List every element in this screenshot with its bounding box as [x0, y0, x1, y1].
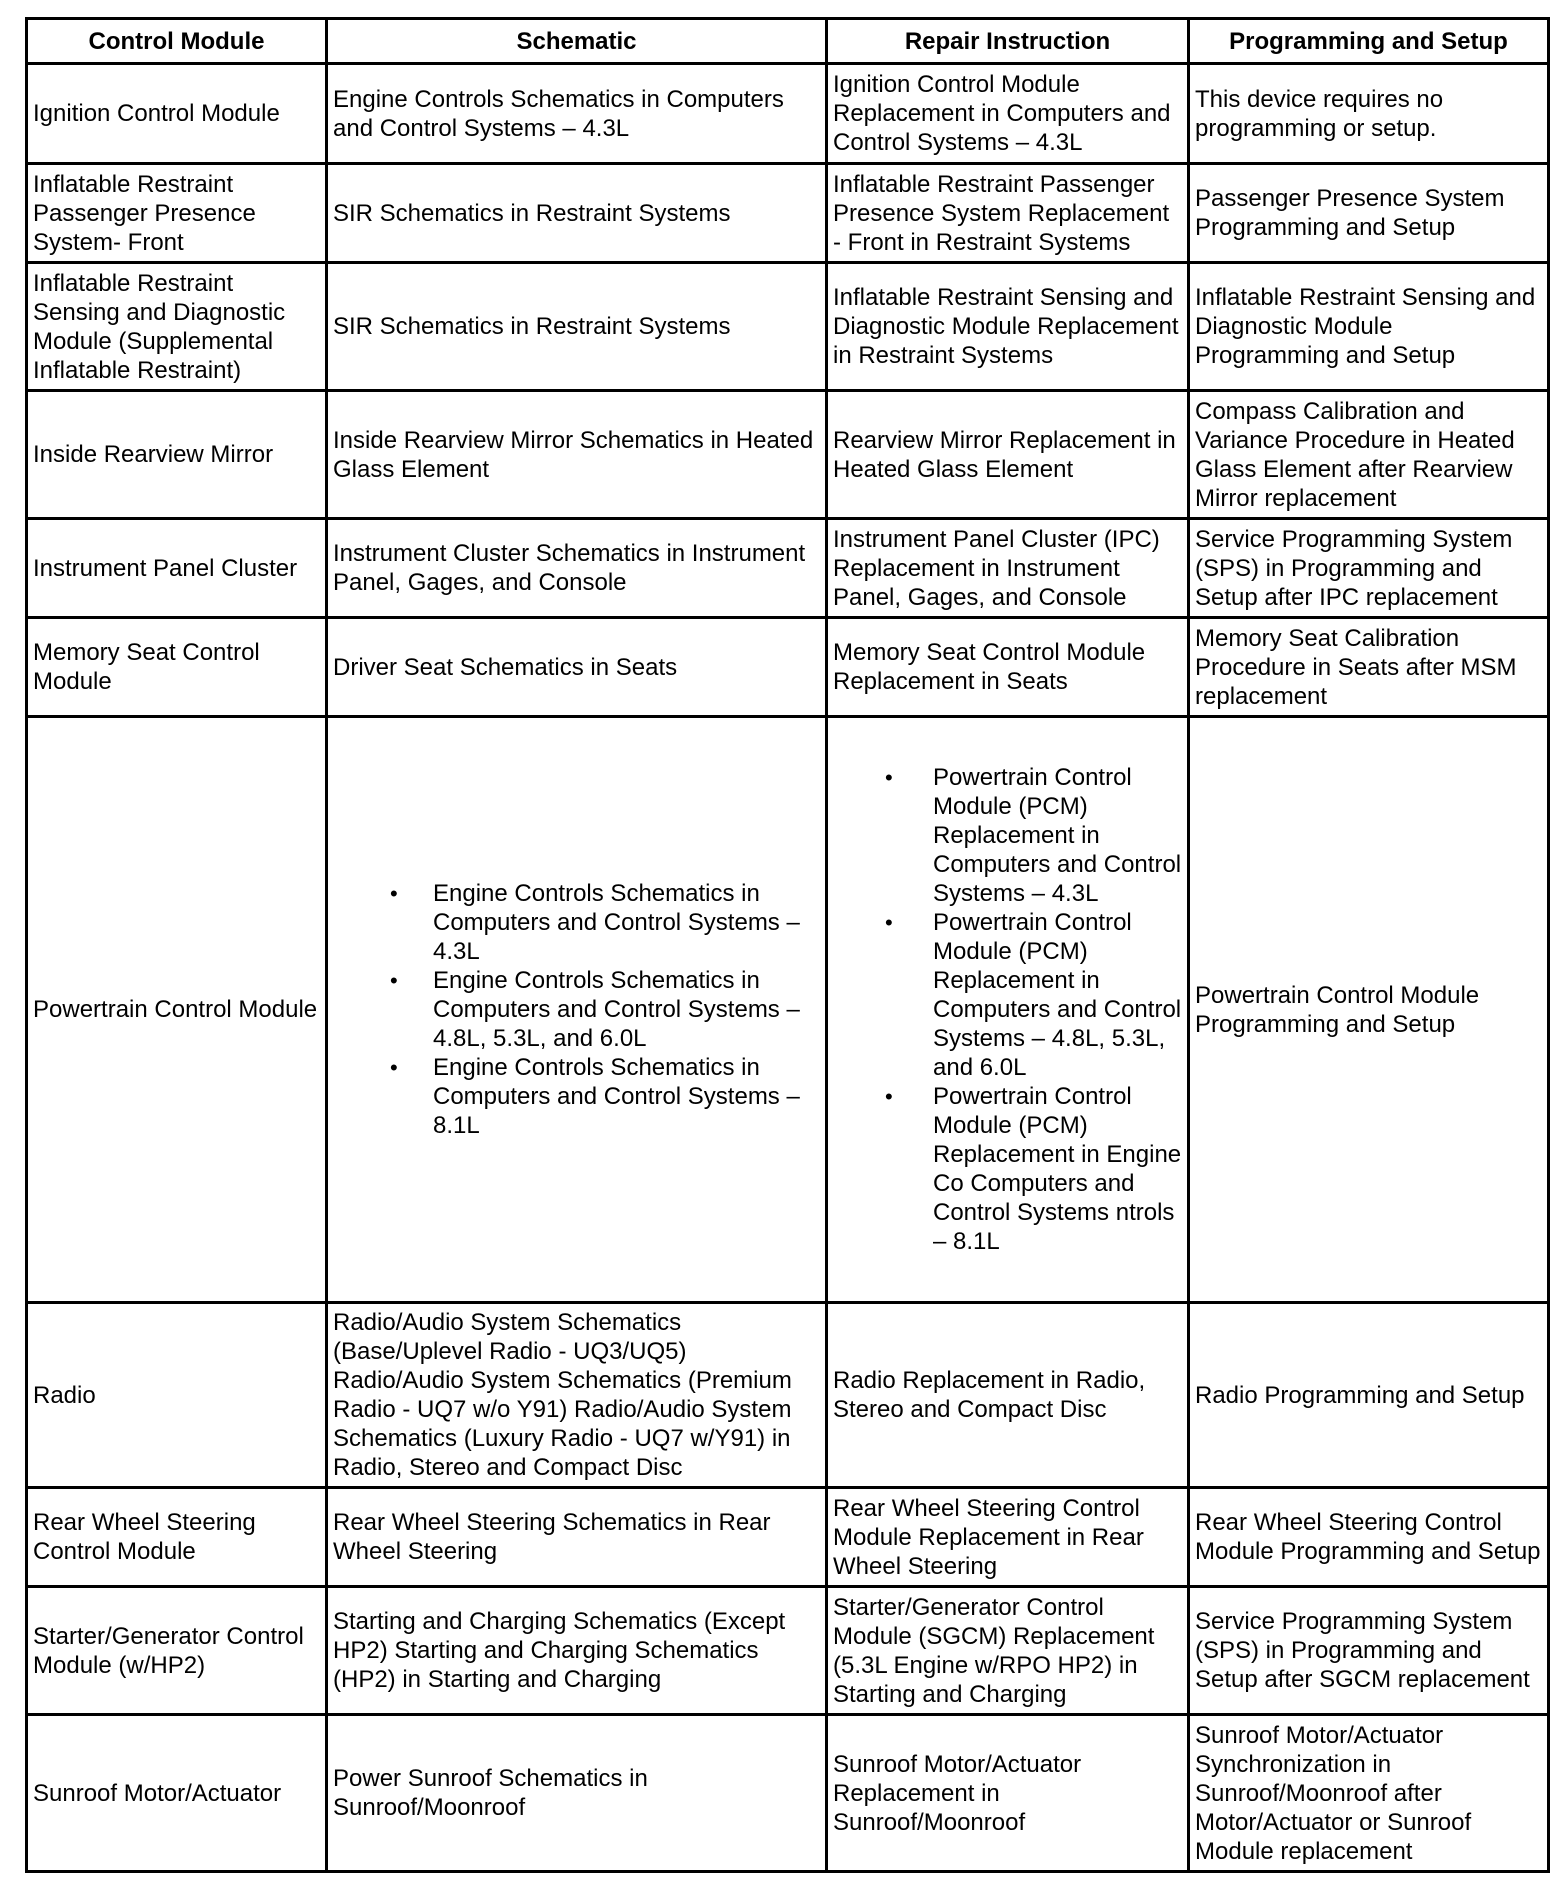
module-cell: Sunroof Motor/Actuator	[27, 1715, 327, 1872]
bullet-icon: •	[885, 1084, 893, 1109]
module-cell: Inflatable Restraint Passenger Presence System- Front	[27, 164, 327, 263]
header-repair-instruction: Repair Instruction	[827, 19, 1189, 64]
schematic-cell	[327, 717, 827, 1303]
schematic-cell: Power Sunroof Schematics in Sunroof/Moonroof	[327, 1715, 827, 1872]
programming-cell: Radio Programming and Setup	[1189, 1303, 1549, 1488]
list-item	[833, 1082, 1182, 1256]
programming-cell: This device requires no programming or setup.	[1189, 64, 1549, 164]
repair-cell: Ignition Control Module Replacement in Computers and Control Systems – 4.3L	[827, 64, 1189, 164]
table-row	[27, 1303, 1549, 1488]
schematic-cell: SIR Schematics in Restraint Systems	[327, 164, 827, 263]
programming-cell: Inflatable Restraint Sensing and Diagnostic Module Programming and Setup	[1189, 263, 1549, 391]
schematic-cell: Inside Rearview Mirror Schematics in Heated Glass Element	[327, 391, 827, 519]
list-item-text: Engine Controls Schematics in Computers and Control Systems – 4.8L, 5.3L, and 6.0L	[433, 967, 800, 1052]
repair-cell: Sunroof Motor/Actuator Replacement in Sunroof/Moonroof	[827, 1715, 1189, 1872]
table-row	[27, 164, 1549, 263]
bullet-icon: •	[885, 765, 893, 790]
header-programming-and-setup: Programming and Setup	[1189, 19, 1549, 64]
module-cell: Instrument Panel Cluster	[27, 519, 327, 618]
schematic-cell: Radio/Audio System Schematics (Base/Uplevel Radio - UQ3/UQ5) Radio/Audio System Schematics (Premium Radio - UQ7 w/o Y91) Radio/Audio System Schematics (Luxury Radio - UQ7 w/Y91) in Radio, Stereo and Compact Disc	[327, 1303, 827, 1488]
programming-cell: Service Programming System (SPS) in Programming and Setup after IPC replacement	[1189, 519, 1549, 618]
module-cell: Inflatable Restraint Sensing and Diagnostic Module (Supplemental Inflatable Restraint)	[27, 263, 327, 391]
list-item-text: Powertrain Control Module (PCM) Replacement in Computers and Control Systems – 4.3L	[933, 764, 1182, 907]
list-item	[333, 879, 820, 966]
schematic-cell: Driver Seat Schematics in Seats	[327, 618, 827, 717]
programming-cell: Powertrain Control Module Programming and Setup	[1189, 717, 1549, 1303]
repair-list	[833, 763, 1182, 1256]
repair-cell	[827, 717, 1189, 1303]
programming-cell: Rear Wheel Steering Control Module Programming and Setup	[1189, 1488, 1549, 1587]
table-row	[27, 618, 1549, 717]
repair-cell: Rearview Mirror Replacement in Heated Glass Element	[827, 391, 1189, 519]
list-item-text: Powertrain Control Module (PCM) Replacement in Computers and Control Systems – 4.8L, 5.3L, and 6.0L	[933, 909, 1182, 1081]
module-cell: Ignition Control Module	[27, 64, 327, 164]
list-item-text: Powertrain Control Module (PCM) Replacement in Engine Co Computers and Control Systems ntrols – 8.1L	[933, 1083, 1182, 1255]
repair-cell: Starter/Generator Control Module (SGCM) Replacement (5.3L Engine w/RPO HP2) in Starting and Charging	[827, 1587, 1189, 1715]
schematic-cell: SIR Schematics in Restraint Systems	[327, 263, 827, 391]
list-item-text: Engine Controls Schematics in Computers and Control Systems – 4.3L	[433, 880, 800, 965]
bullet-icon: •	[885, 910, 893, 935]
programming-cell: Compass Calibration and Variance Procedure in Heated Glass Element after Rearview Mirror replacement	[1189, 391, 1549, 519]
table-row	[27, 1715, 1549, 1872]
header-row	[27, 19, 1549, 64]
module-cell: Starter/Generator Control Module (w/HP2)	[27, 1587, 327, 1715]
schematic-cell: Instrument Cluster Schematics in Instrument Panel, Gages, and Console	[327, 519, 827, 618]
schematic-cell: Engine Controls Schematics in Computers and Control Systems – 4.3L	[327, 64, 827, 164]
table-row	[27, 391, 1549, 519]
repair-cell: Radio Replacement in Radio, Stereo and Compact Disc	[827, 1303, 1189, 1488]
programming-cell: Passenger Presence System Programming and Setup	[1189, 164, 1549, 263]
bullet-icon: •	[390, 1055, 398, 1080]
table-row	[27, 1587, 1549, 1715]
repair-cell: Inflatable Restraint Passenger Presence System Replacement - Front in Restraint Systems	[827, 164, 1189, 263]
list-item-text: Engine Controls Schematics in Computers and Control Systems – 8.1L	[433, 1054, 800, 1139]
module-cell: Memory Seat Control Module	[27, 618, 327, 717]
list-item	[333, 1053, 820, 1140]
schematic-cell: Starting and Charging Schematics (Except HP2) Starting and Charging Schematics (HP2) in Starting and Charging	[327, 1587, 827, 1715]
table-row	[27, 717, 1549, 1303]
table-row	[27, 64, 1549, 164]
header-control-module: Control Module	[27, 19, 327, 64]
list-item	[833, 763, 1182, 908]
bullet-icon: •	[390, 881, 398, 906]
module-cell: Radio	[27, 1303, 327, 1488]
table-row	[27, 263, 1549, 391]
list-item	[333, 966, 820, 1053]
schematic-cell: Rear Wheel Steering Schematics in Rear Wheel Steering	[327, 1488, 827, 1587]
schematic-list	[333, 879, 820, 1140]
programming-cell: Service Programming System (SPS) in Programming and Setup after SGCM replacement	[1189, 1587, 1549, 1715]
programming-cell: Memory Seat Calibration Procedure in Seats after MSM replacement	[1189, 618, 1549, 717]
list-item	[833, 908, 1182, 1082]
repair-cell: Inflatable Restraint Sensing and Diagnostic Module Replacement in Restraint Systems	[827, 263, 1189, 391]
module-cell: Inside Rearview Mirror	[27, 391, 327, 519]
module-cell: Rear Wheel Steering Control Module	[27, 1488, 327, 1587]
table-row	[27, 519, 1549, 618]
header-schematic: Schematic	[327, 19, 827, 64]
repair-cell: Instrument Panel Cluster (IPC) Replacement in Instrument Panel, Gages, and Console	[827, 519, 1189, 618]
programming-cell: Sunroof Motor/Actuator Synchronization in Sunroof/Moonroof after Motor/Actuator or Sunroof Module replacement	[1189, 1715, 1549, 1872]
repair-cell: Memory Seat Control Module Replacement in Seats	[827, 618, 1189, 717]
repair-cell: Rear Wheel Steering Control Module Replacement in Rear Wheel Steering	[827, 1488, 1189, 1587]
bullet-icon: •	[390, 968, 398, 993]
module-cell: Powertrain Control Module	[27, 717, 327, 1303]
control-module-table	[25, 17, 1550, 1873]
table-row	[27, 1488, 1549, 1587]
